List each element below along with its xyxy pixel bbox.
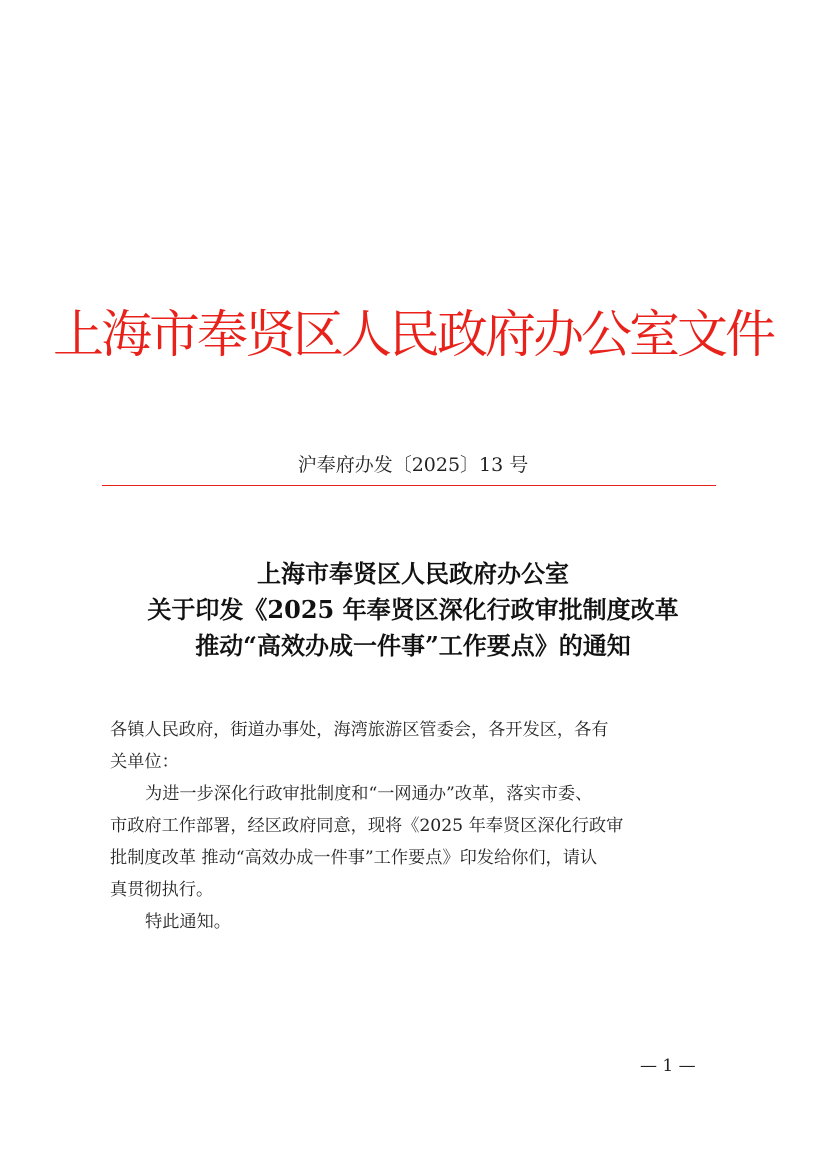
- addressee-line: 各镇人民政府，街道办事处，海湾旅游区管委会，各开发区，各有: [110, 720, 609, 740]
- title-line: 推动“高效办成一件事”工作要点》的通知: [195, 631, 631, 660]
- addressee-line: 关单位：: [110, 752, 179, 772]
- title-line: 上海市奉贤区人民政府办公室: [257, 559, 569, 588]
- title-line: 关于印发《2025 年奉贤区深化行政审批制度改革: [147, 595, 679, 624]
- body-line: 批制度改革 推动“高效办成一件事”工作要点》印发给你们，请认: [110, 848, 598, 868]
- body-line: 市政府工作部署，经区政府同意，现将《2025 年奉贤区深化行政审: [110, 816, 624, 836]
- closing-line: 特此通知。: [145, 912, 231, 932]
- masthead-title: 上海市奉贤区人民政府办公室文件: [52, 306, 773, 365]
- page-number: — 1 —: [640, 1056, 696, 1076]
- red-divider: [102, 485, 716, 486]
- notice-title: [60, 556, 766, 664]
- document-number: 沪奉府办发〔2025〕13 号: [297, 454, 529, 476]
- notice-body: [110, 714, 720, 938]
- body-line: 真贯彻执行。: [110, 880, 214, 900]
- body-line: 为进一步深化行政审批制度和“一网通办”改革，落实市委、: [145, 784, 593, 804]
